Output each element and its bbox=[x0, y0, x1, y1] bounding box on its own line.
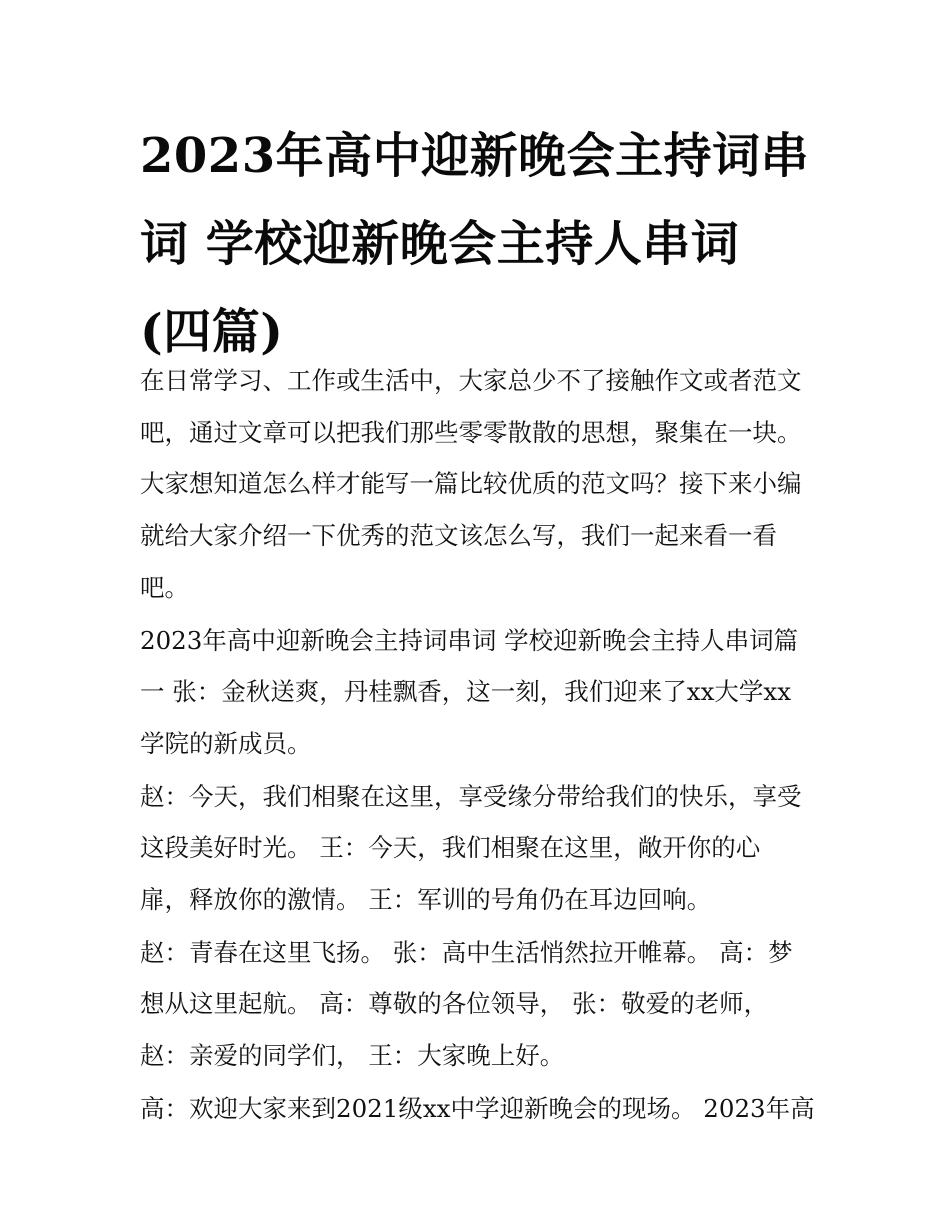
paragraph-intro: 在日常学习、工作或生活中，大家总少不了接触作文或者范文 吧，通过文章可以把我们那些零零散散的思想，聚集在一块。 大家想知道怎么样才能写一篇比较优质的范文吗？接下来小编 就给大家介绍一下优秀的范文该怎么写，我们一起来看一看 吧。 bbox=[140, 366, 802, 602]
paragraph-dialogue-3: 高：欢迎大家来到2021级xx中学迎新晚会的现场。 2023年高 bbox=[140, 1093, 815, 1123]
paragraph-section-one: 2023年高中迎新晚会主持词串词 学校迎新晚会主持人串词篇 一 张：金秋送爽，丹桂飘香，这一刻，我们迎来了xx大学xx 学院的新成员。 bbox=[140, 625, 799, 758]
paragraph-dialogue-1: 赵：今天，我们相聚在这里，享受缘分带给我们的快乐，享受 这段美好时光。 王：今天，我们相聚在这里，敞开你的心 扉，释放你的激情。 王：军训的号角仍在耳边回响。 bbox=[140, 781, 802, 915]
document-body bbox=[140, 355, 820, 1136]
paragraph-dialogue-2: 赵：青春在这里飞扬。 张：高中生活悄然拉开帷幕。 高：梦 想从这里起航。 高：尊敬的各位领导， 张：敬爱的老师， 赵：亲爱的同学们， 王：大家晚上好。 bbox=[140, 937, 793, 1071]
document-title: 2023年高中迎新晚会主持词串 词 学校迎新晚会主持人串词 (四篇) bbox=[140, 128, 810, 360]
